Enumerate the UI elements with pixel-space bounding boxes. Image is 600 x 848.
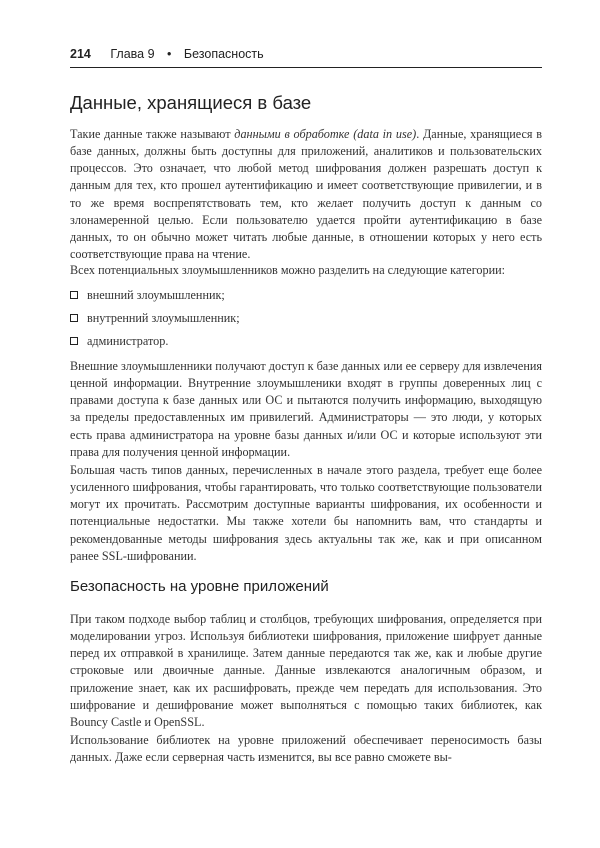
section-heading: Данные, хранящиеся в базе (70, 92, 312, 113)
header-separator: • (167, 47, 172, 61)
list-item: внутренний злоумышленник; (70, 310, 542, 333)
checkbox-bullet-icon (70, 314, 78, 322)
attacker-list (70, 287, 542, 356)
emphasis-term: данными в обработке (data in use) (234, 127, 417, 141)
paragraph: Внешние злоумышленники получают доступ к базе данных или ее серверу для извлечения ценной информации. Внутренние злоумышленики входят в группы доверенных лиц с правами доступа к базе данных или ОС и пытаются получить информацию, выходящую за пределы предоставленных им привилегий. Администраторы — это люди, у которых есть права администратора на уровне базы данных и/или ОС и которые используют эти права для получения ценной информации. (70, 359, 542, 459)
subsection-heading: Безопасность на уровне приложений (70, 578, 329, 595)
paragraph: Использование библиотек на уровне приложений обеспечивает переносимость базы данных. Даже если серверная часть изменится, вы все равно сможете вы- (70, 733, 542, 765)
list-item: внешний злоумышленник; (70, 287, 542, 310)
running-header (70, 47, 542, 68)
paragraph: Большая часть типов данных, перечисленных в начале этого раздела, требует еще более усиленного шифрования, чтобы гарантировать, что только соответствующие пользователи могут их прочитать. Рассмотрим доступные варианты шифрования, их особенности и потенциальные недостатки. Мы также хотели бы напомнить вам, что стандарты и рекомендованные методы шифрования здесь актуальны так же, как и при описанном ранее SSL-шифровании. (70, 463, 542, 563)
paragraph: Такие данные также называют данными в обработке (data in use). Данные, хранящиеся в базе данных, должны быть доступны для приложений, аналитиков и пользовательских процессов. Это означает, что любой метод шифрования должен разрешать доступ к данным для тех, кто прошел аутентификацию и имеет соответствующие привилегии, и в то же время воспрепятствовать тем, кто желает получить доступ к данным со злонамеренной целью. Если пользователю удается пройти аутентификацию в базе данных, то он обычно может читать любые данные, в отношении которых у него есть соответствующие права на чтение. (70, 127, 542, 262)
checkbox-bullet-icon (70, 337, 78, 345)
paragraph: При таком подходе выбор таблиц и столбцов, требующих шифрования, определяется при моделировании угроз. Используя библиотеки шифрования, приложение шифрует данные перед их отправкой в хранилище. Затем данные передаются так же, как и любые другие строковые или двоичные данные. Данные извлекаются аналогичным образом, и приложение знает, как их расшифровать, прежде чем передать для использования. Это шифрование и дешифрование может выполняться с помощью таких библиотек, как Bouncy Castle и OpenSSL. (70, 612, 542, 729)
checkbox-bullet-icon (70, 291, 78, 299)
page-number: 214 (70, 47, 91, 61)
paragraph: Всех потенциальных злоумышленников можно разделить на следующие категории: (70, 263, 506, 277)
section-label: Безопасность (183, 47, 264, 61)
chapter-label: Глава 9 (110, 47, 155, 61)
list-item: администратор. (70, 333, 542, 356)
